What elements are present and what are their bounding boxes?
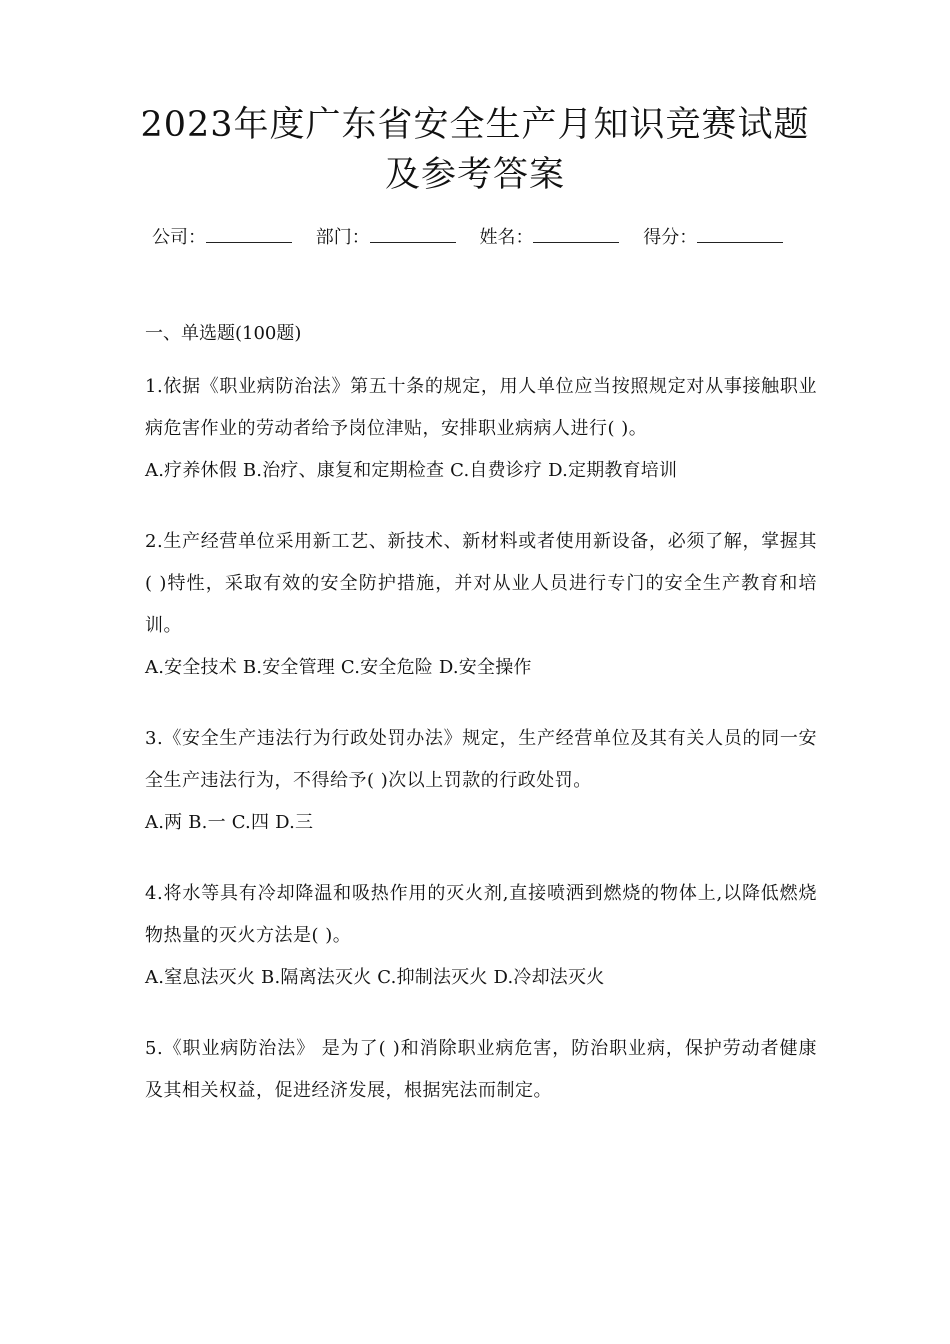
question-item [145, 718, 817, 844]
name-label: 姓名： [479, 227, 534, 248]
section-heading: 一、单选题(100题) [145, 323, 302, 344]
score-label: 得分： [643, 227, 698, 248]
question-stem: 2.生产经营单位采用新工艺、新技术、新材料或者使用新设备，必须了解，掌握其( )特性，采取有效的安全防护措施，并对从业人员进行专门的安全生产教育和培训。 [145, 531, 817, 636]
question-stem: 3.《安全生产违法行为行政处罚办法》规定，生产经营单位及其有关人员的同一安全生产违法行为，不得给予( )次以上罚款的行政处罚。 [145, 728, 817, 791]
question-item [145, 1028, 817, 1112]
question-stem: 1.依据《职业病防治法》第五十条的规定，用人单位应当按照规定对从事接触职业病危害作业的劳动者给予岗位津贴，安排职业病病人进行( )。 [145, 376, 817, 439]
page-subtitle: 及参考答案 [384, 155, 565, 195]
question-options: A.两 B.一 C.四 D.三 [145, 812, 314, 833]
name-blank-line [533, 226, 619, 243]
info-fields-row [152, 226, 812, 250]
name-field [479, 226, 619, 250]
company-field [152, 226, 292, 250]
question-item [145, 873, 817, 999]
question-list [145, 366, 817, 1141]
question-options: A.安全技术 B.安全管理 C.安全危险 D.安全操作 [145, 657, 532, 678]
question-item [145, 521, 817, 689]
question-stem: 4.将水等具有冷却降温和吸热作用的灭火剂,直接喷洒到燃烧的物体上,以降低燃烧物热量的灭火方法是( )。 [145, 883, 817, 946]
question-options: A.疗养休假 B.治疗、康复和定期检查 C.自费诊疗 D.定期教育培训 [145, 460, 678, 481]
page-title: 2023年度广东省安全生产月知识竞赛试题 [140, 105, 810, 145]
company-label: 公司： [152, 227, 206, 248]
question-item [145, 366, 817, 492]
score-field [643, 226, 783, 250]
score-blank-line [697, 226, 783, 243]
department-blank-line [370, 226, 456, 243]
company-blank-line [206, 226, 292, 243]
department-field [316, 226, 456, 250]
question-options: A.窒息法灭火 B.隔离法灭火 C.抑制法灭火 D.冷却法灭火 [145, 967, 605, 988]
department-label: 部门： [315, 227, 370, 248]
question-stem: 5.《职业病防治法》 是为了( )和消除职业病危害，防治职业病，保护劳动者健康及其相关权益，促进经济发展，根据宪法而制定。 [145, 1038, 817, 1101]
